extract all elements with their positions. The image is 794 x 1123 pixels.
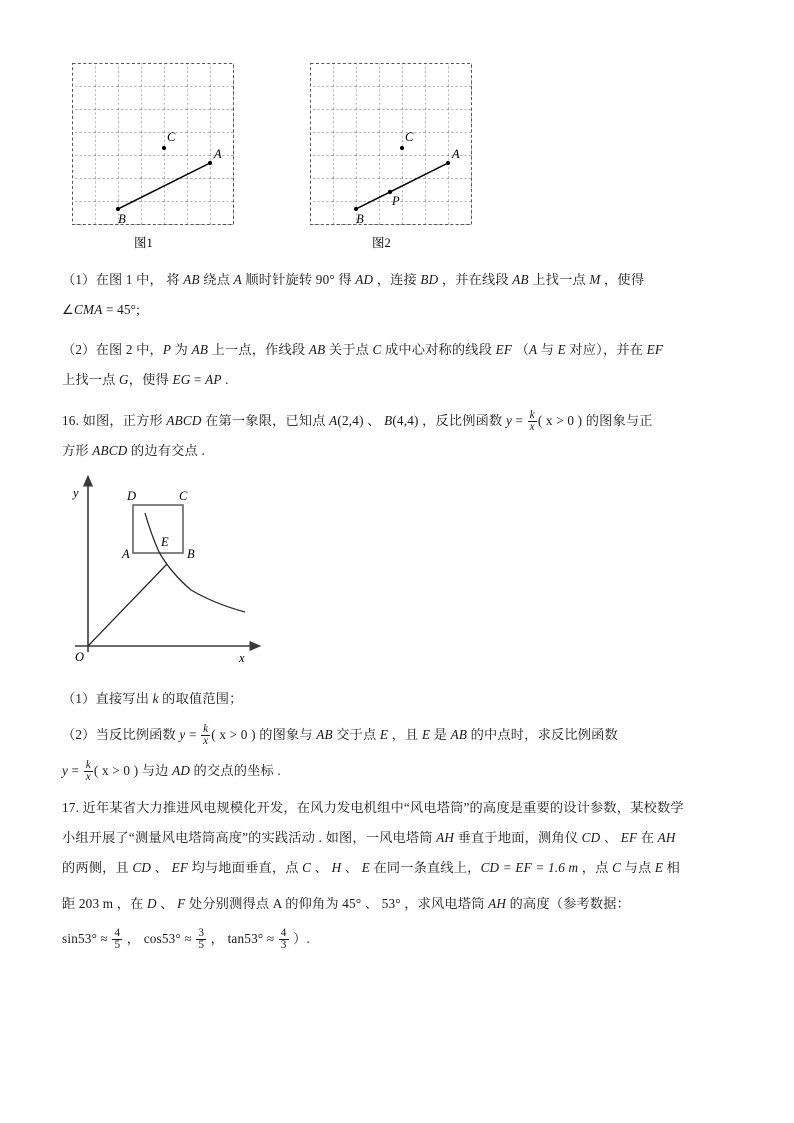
q16-p2-text-c: 交于点 <box>332 727 380 742</box>
label-square-C: C <box>179 489 188 503</box>
label-x-axis: x <box>239 651 245 665</box>
q17-tan53-label: tan53° ≈ <box>227 931 278 946</box>
q16-p2-text-e: 是 <box>430 727 451 742</box>
ray-OE <box>88 564 167 646</box>
q15-part1-line2-post: = 45°; <box>102 302 141 317</box>
q16-part1 <box>62 686 742 712</box>
q17-l4-var-d: D <box>147 896 157 911</box>
q16-frac-num: k <box>529 408 535 421</box>
q15-p2-var-c: C <box>372 342 382 357</box>
q16-l2-b: 的边有交点 . <box>127 443 205 458</box>
figure-grid-1 <box>72 63 234 225</box>
q15-part2-text-c: 上一点，作线段 <box>208 342 309 357</box>
q17-cos53-label: cos53° ≈ <box>143 931 196 946</box>
q17-l4-d: 处分别测得点 A 的仰角为 45° 、 53° ，求风电塔筒 <box>185 896 489 911</box>
q15-var-m: M <box>589 272 601 287</box>
label-B: B <box>118 212 126 225</box>
q15-p2-l2-a: 上找一点 <box>62 372 120 387</box>
q15-part1-text-a: 在图 1 中， 将 <box>95 272 184 287</box>
q17-var-cd: CD <box>581 830 601 845</box>
q16-p2-l2-den: x <box>85 771 91 784</box>
q15-p2-var-ab2: AB <box>308 342 326 357</box>
q16-stem-line2 <box>62 438 752 464</box>
q16-p2-frac-num: k <box>203 722 209 735</box>
figure-coordinate-plane <box>55 470 285 675</box>
q16-part1-text-a: 直接写出 <box>95 691 153 706</box>
q16-p2-l2-equals: = <box>68 763 83 778</box>
label-square-A: A <box>122 547 130 561</box>
square-ABCD <box>133 505 183 553</box>
q16-l2-a: 方形 <box>62 443 93 458</box>
q15-p2-var-g: G <box>119 372 129 387</box>
q15-part1-marker: （1） <box>62 272 96 287</box>
q17-sin53-den: 5 <box>114 939 121 952</box>
label-A: A <box>214 147 222 161</box>
q16-eq-equals: = <box>512 413 527 428</box>
q16-l1-d: ，反比例函数 <box>418 413 506 428</box>
q17-sin53-label: sin53° ≈ <box>62 931 112 946</box>
label-C: C <box>167 130 176 144</box>
q16-p2-text-b: 的图象与 <box>255 727 317 742</box>
q16-l1-a: 如图，正方形 <box>82 413 167 428</box>
q16-p2-eq-equals: = <box>185 727 201 742</box>
q16-point-b: B <box>384 413 393 428</box>
q16-point-b-coord: (4,4) <box>392 413 419 428</box>
label-y-axis: y <box>73 486 79 500</box>
q17-line1-text: 近年某省大力推进风电规模化开发，在风力发电机组中“风电塔筒”的高度是重要的设计参数，某校数学 <box>82 800 684 815</box>
q17-l2-b: 垂直于地面，测角仪 <box>454 830 582 845</box>
q16-p2-l2-num: k <box>85 758 91 771</box>
q15-var-ad: AD <box>355 272 374 287</box>
q17-l3-d: 、 <box>311 860 332 875</box>
q16-p2-l2-y: y <box>62 763 69 778</box>
q16-part2-text-a: 当反比例函数 <box>95 727 180 742</box>
q17-var-ah2: AH <box>657 830 676 845</box>
q17-l4-a: 距 <box>62 896 79 911</box>
q17-l2-c: 、 <box>600 830 621 845</box>
q17-l3-c: 均与地面垂直，点 <box>188 860 303 875</box>
q17-l3-b: 、 <box>151 860 172 875</box>
q15-part2 <box>62 337 742 363</box>
q17-line5-end: ）. <box>289 931 310 946</box>
q17-line5-reference-data <box>62 922 752 956</box>
q16-var-abcd2: ABCD <box>92 443 128 458</box>
q16-p2-text-d: ，且 <box>388 727 422 742</box>
label-B: B <box>356 212 364 225</box>
q15-p2-l2-c: . <box>221 372 229 387</box>
q15-var-bd: BD <box>420 272 439 287</box>
q16-part2 <box>62 722 742 748</box>
point-C-dot <box>400 146 404 150</box>
q16-p2-var-ab: AB <box>316 727 333 742</box>
q17-l3-var-c: C <box>302 860 312 875</box>
q16-point-a: A <box>329 413 338 428</box>
q17-l3-var-h: H <box>331 860 342 875</box>
q17-l3-var-cd: CD <box>132 860 152 875</box>
q16-p2-eq-y: y <box>179 727 186 742</box>
q16-p2-var-e2: E <box>421 727 431 742</box>
q15-p2-eq-right: AP <box>205 372 222 387</box>
q15-part1-text-f: 上找一点 <box>528 272 590 287</box>
label-square-B: B <box>187 547 195 561</box>
q15-var-ab2: AB <box>512 272 529 287</box>
q15-p2-var-p: P <box>162 342 172 357</box>
q16-p2-var-e: E <box>379 727 389 742</box>
q16-number: 16. <box>62 413 80 428</box>
q15-p2-eq-left: EG <box>172 372 191 387</box>
q15-part2-marker: （2） <box>62 342 96 357</box>
q16-l1-b: 在第一象限，已知点 <box>201 413 330 428</box>
q15-part2-text-b: 为 <box>171 342 192 357</box>
q17-l2-a: 小组开展了“测量风电塔筒高度”的实践活动 . 如图，一风电塔筒 <box>62 830 437 845</box>
q17-line2 <box>62 825 752 851</box>
q16-p2-l2-condition: ( x > 0 ) <box>93 763 139 778</box>
q17-l3-a: 的两侧，且 <box>62 860 133 875</box>
q16-p2-var-ad: AD <box>172 763 191 778</box>
q16-p2-var-ab2: AB <box>450 727 468 742</box>
q17-tan53-den: 3 <box>280 939 287 952</box>
q16-frac-den: x <box>529 421 535 434</box>
q15-part2-text-e: 成中心对称的线段 <box>381 342 496 357</box>
q15-part2-text-a: 在图 2 中， <box>95 342 163 357</box>
angle-symbol: ∠ <box>62 302 75 317</box>
q17-l3-var-c2: C <box>612 860 622 875</box>
q15-p2-eq-mid: = <box>190 372 206 387</box>
q15-part1-line2 <box>62 297 734 323</box>
q16-stem-line1 <box>62 408 752 434</box>
q15-p2-var-ab: AB <box>191 342 209 357</box>
q16-p2-l2-a: 与边 <box>138 763 173 778</box>
point-B-dot <box>354 207 358 211</box>
label-origin: O <box>75 650 85 664</box>
q16-l1-c: 、 <box>363 413 385 428</box>
figure-2-caption: 图2 <box>372 236 391 250</box>
q17-l4-var-f: F <box>177 896 186 911</box>
q16-p2-frac-den: x <box>203 735 209 748</box>
label-point-E: E <box>161 535 169 549</box>
q15-p2-var-a: A <box>528 342 538 357</box>
q17-l3-e: 、 <box>341 860 362 875</box>
q15-p2-var-e: E <box>557 342 566 357</box>
point-A-dot <box>208 161 212 165</box>
q15-var-ab: AB <box>183 272 200 287</box>
q17-l3-i: 相 <box>663 860 681 875</box>
q16-part1-marker: （1） <box>62 691 96 706</box>
q15-p2-var-ef2: EF <box>646 342 664 357</box>
q17-cos53-den: 5 <box>198 939 205 952</box>
q16-p2-l2-b: 的交点的坐标 . <box>190 763 281 778</box>
q16-eq-condition: ( x > 0 ) <box>537 413 583 428</box>
q15-p2-var-ef: EF <box>495 342 513 357</box>
hyperbola-curve <box>145 513 245 612</box>
q15-part1-text-d: ，连接 <box>373 272 421 287</box>
q17-line4 <box>62 891 752 917</box>
q15-part1-text-b: 绕点 <box>199 272 234 287</box>
q17-line3 <box>62 855 752 881</box>
q15-p2-l2-b: ，使得 <box>128 372 173 387</box>
q17-l4-e: 的高度（参考数据： <box>506 896 631 911</box>
point-B-dot <box>116 207 120 211</box>
q16-var-k: k <box>152 691 159 706</box>
q17-l2-d: 在 <box>637 830 658 845</box>
q17-cos53-fraction <box>196 928 206 953</box>
q17-l4-b: ，在 <box>113 896 148 911</box>
q17-tan53-num: 4 <box>280 926 287 939</box>
q16-p2-eq-condition: ( x > 0 ) <box>211 727 256 742</box>
q15-part1-text-e: ，并在线段 <box>438 272 513 287</box>
q17-cos53-num: 3 <box>198 926 205 939</box>
q17-l3-f: 在同一条直线上， <box>369 860 481 875</box>
q15-part2-text-d: 关于点 <box>325 342 373 357</box>
q17-sep2: ， <box>207 931 228 946</box>
label-A: A <box>452 147 460 161</box>
q15-var-cma: CMA <box>74 302 103 317</box>
q17-l3-g: ，点 <box>578 860 613 875</box>
q15-part2-text-h: 对应），并在 <box>565 342 647 357</box>
q17-var-ah: AH <box>436 830 455 845</box>
q16-eq-y: y <box>505 413 513 428</box>
label-P: P <box>392 194 400 208</box>
q17-tan53-fraction <box>279 928 289 953</box>
figures-row <box>0 48 794 258</box>
q17-l4-c: 、 <box>156 896 178 911</box>
q17-l3-var-e: E <box>361 860 370 875</box>
q17-var-ef: EF <box>620 830 638 845</box>
q16-part2-line2 <box>62 758 742 784</box>
q15-part1 <box>62 267 734 293</box>
q16-fraction-k-over-x <box>528 410 537 435</box>
q17-l3-var-e2: E <box>654 860 664 875</box>
figure-grid-2 <box>310 63 472 225</box>
figure-1-caption: 图1 <box>134 236 153 250</box>
q15-part1-text-g: ，使得 <box>600 272 645 287</box>
q16-p2-text-f: 的中点时，求反比例函数 <box>467 727 618 742</box>
q15-part2-text-g: 与 <box>537 342 558 357</box>
q17-l4-var-ah: AH <box>488 896 507 911</box>
point-C-dot <box>162 146 166 150</box>
q15-part1-text-c: 顺时针旋转 90° 得 <box>241 272 356 287</box>
q16-var-abcd: ABCD <box>166 413 202 428</box>
q15-part2-text-f: （ <box>512 342 529 357</box>
q17-line1 <box>62 795 752 821</box>
q15-var-a: A <box>233 272 242 287</box>
q16-part2-marker: （2） <box>62 727 96 742</box>
label-C: C <box>405 130 414 144</box>
q17-l3-var-ef: EF <box>171 860 189 875</box>
q17-sin53-num: 4 <box>114 926 121 939</box>
q16-point-a-coord: (2,4) <box>337 413 364 428</box>
q17-l3-h: 与点 <box>621 860 655 875</box>
point-A-dot <box>446 161 450 165</box>
q17-l4-distance: 203 m <box>78 896 114 911</box>
q16-part1-text-b: 的取值范围； <box>158 691 243 706</box>
q17-sep1: ， <box>123 931 144 946</box>
q16-p2-fraction-k-over-x <box>201 724 210 749</box>
q17-number: 17. <box>62 800 80 815</box>
q15-part2-line2 <box>62 367 742 393</box>
q16-p2-l2-fraction-k-over-x <box>84 760 93 785</box>
q16-l1-e: 的图象与正 <box>582 413 653 428</box>
q17-sin53-fraction <box>112 928 122 953</box>
label-square-D: D <box>127 489 137 503</box>
q17-l3-equation: CD = EF = 1.6 m <box>480 860 579 875</box>
